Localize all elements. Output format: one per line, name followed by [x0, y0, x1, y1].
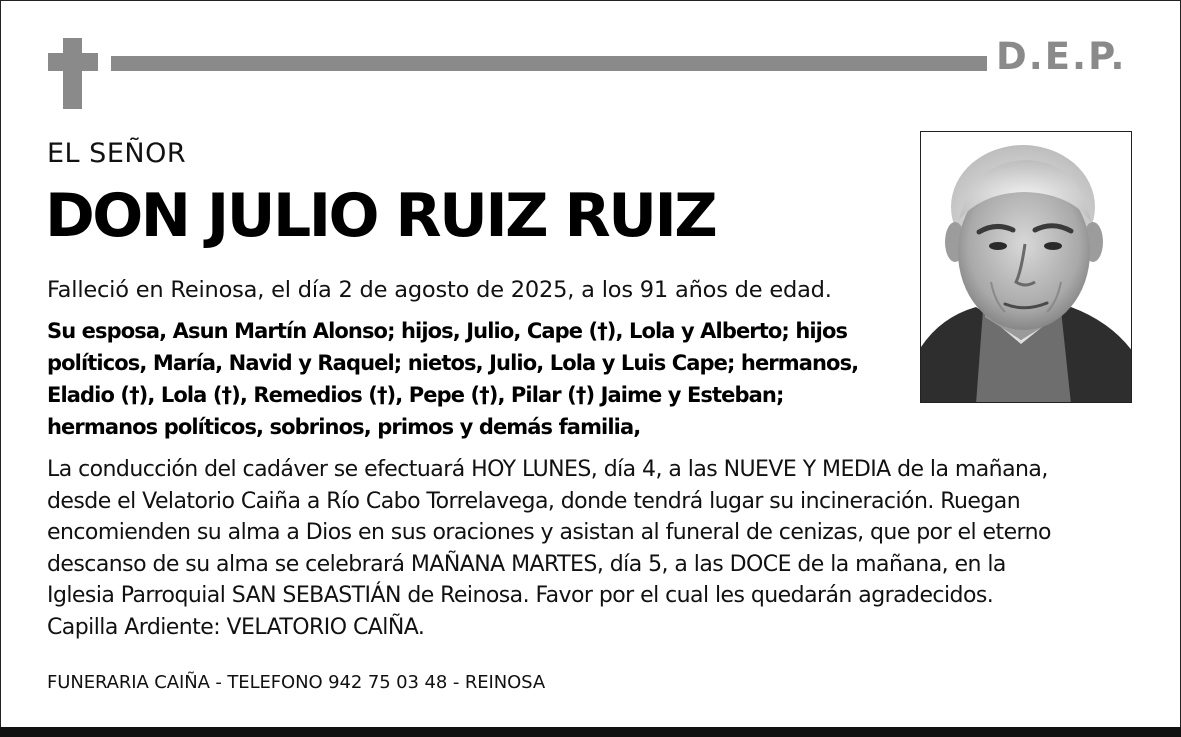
honorific: EL SEÑOR: [47, 138, 187, 169]
family-paragraph: [47, 315, 907, 443]
family-line: hermanos políticos, sobrinos, primos y demás familia,: [47, 415, 641, 439]
portrait-illustration: [921, 132, 1132, 403]
family-line: políticos, María, Navid y Raquel; nietos, Julio, Lola y Luis Cape; hermanos,: [47, 351, 859, 375]
deceased-name: DON JULIO RUIZ RUIZ: [45, 181, 716, 251]
service-line: Capilla Ardiente: VELATORIO CAlÑA.: [47, 614, 425, 640]
service-paragraph: [47, 454, 1157, 643]
bottom-border: [0, 727, 1181, 737]
dep-label: D.E.P.: [996, 35, 1127, 78]
service-line: Iglesia Parroquial SAN SEBASTIÁN de Reinosa. Favor por el cual les quedarán agradecidos.: [47, 583, 994, 608]
death-line: Falleció en Reinosa, el día 2 de agosto de 2025, a los 91 años de edad.: [47, 277, 832, 303]
service-line: encomienden su alma a Dios en sus oraciones y asistan al funeral de cenizas, que por el eterno: [47, 520, 1051, 545]
header-rule: [111, 56, 987, 71]
service-line: desde el Velatorio Caiña a Río Cabo Torrelavega, donde tendrá lugar su incineración. Ruegan: [47, 488, 1021, 514]
family-line: Su esposa, Asun Martín Alonso; hijos, Julio, Cape (†), Lola y Alberto; hijos: [47, 319, 848, 343]
service-line: La conducción del cadáver se efectuará HOY LUNES, día 4, a las NUEVE Y MEDIA de la mañana,: [47, 457, 1048, 482]
service-line: descanso de su alma se celebrará MAÑANA MARTES, día 5, a las DOCE de la mañana, en la: [47, 551, 1006, 577]
funeral-home-footer: FUNERARIA CAIÑA - TELEFONO 942 75 03 48 - REINOSA: [47, 672, 546, 693]
portrait-photo: [920, 131, 1132, 403]
family-line: Eladio (†), Lola (†), Remedios (†), Pepe (†), Pilar (†) Jaime y Esteban;: [47, 383, 784, 407]
